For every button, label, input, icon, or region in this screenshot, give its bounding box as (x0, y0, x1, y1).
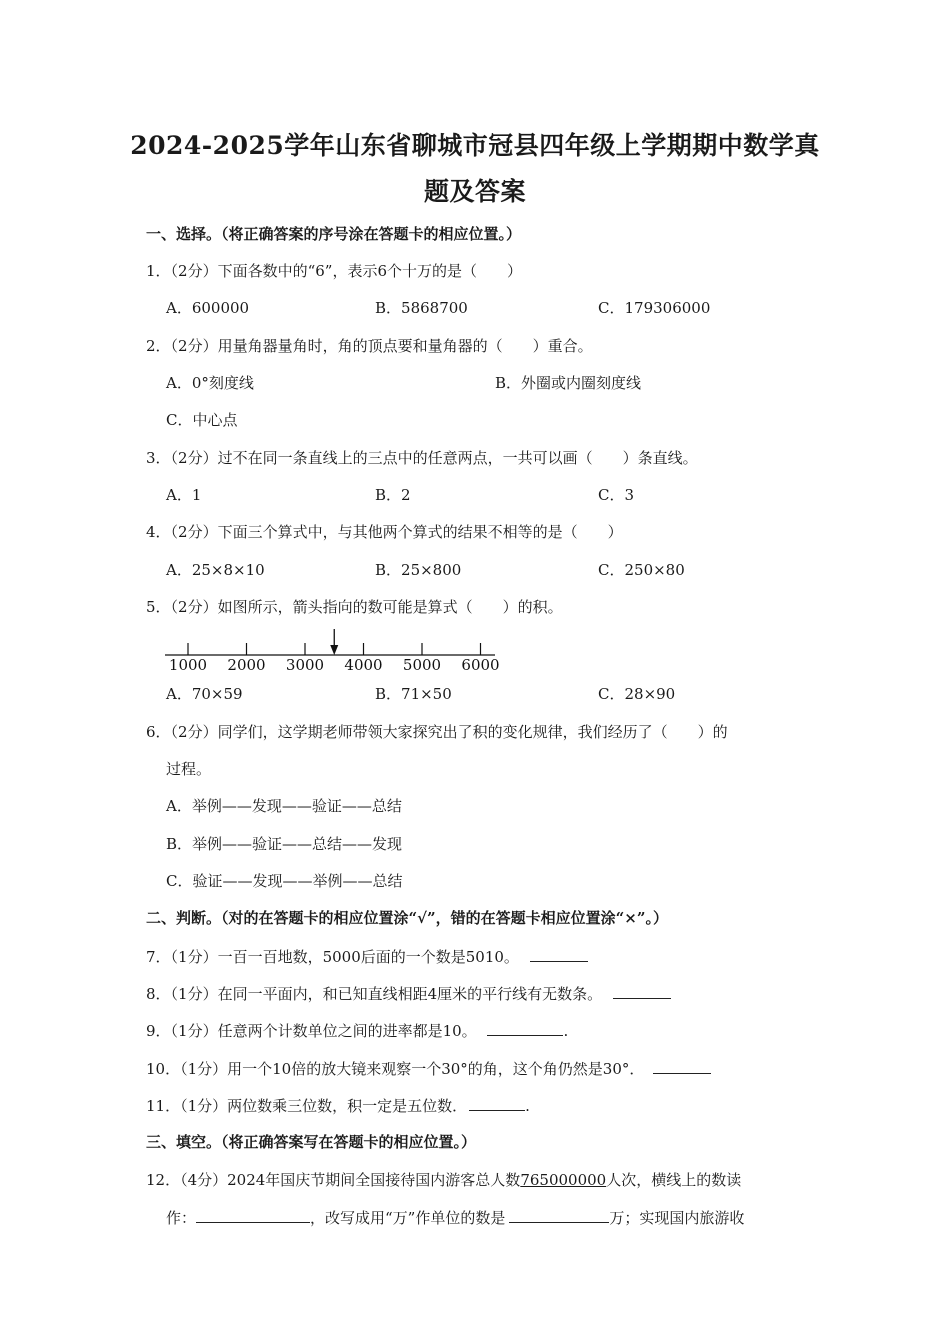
question-12-line-2 (166, 1207, 744, 1228)
page-title-line-2: 题及答案 (423, 177, 526, 206)
question-8 (146, 983, 671, 1004)
question-12-text-pre: 12．（4分）2024年国庆节期间全国接待国内游客总人数 (146, 1171, 521, 1189)
number-line-label: 1000 (168, 656, 208, 674)
question-2-option-a: A．0°刻度线 (166, 374, 254, 392)
answer-blank[interactable] (530, 946, 588, 962)
question-8-text: 8．（1分）在同一平面内，和已知直线相距4厘米的平行线有无数条。 (146, 985, 603, 1003)
question-2-option-c: C．中心点 (166, 411, 238, 429)
question-5-text: 5．（2分）如图所示，箭头指向的数可能是算式（ ）的积。 (146, 598, 563, 616)
question-4-option-a: A．25×8×10 (166, 561, 265, 579)
question-9-text: 9．（1分）任意两个计数单位之间的进率都是10。 (146, 1022, 477, 1040)
question-12-text-income: 万；实现国内旅游收 (609, 1209, 745, 1227)
question-6-option-b: B．举例——验证——总结——发现 (166, 835, 403, 853)
question-10-text: 10．（1分）用一个10倍的放大镜来观察一个30°的角，这个角仍然是30°． (146, 1060, 645, 1078)
underlined-number: 765000000 (520, 1171, 607, 1189)
question-1-text: 1．（2分）下面各数中的“6”，表示6个十万的是（ ） (146, 262, 523, 280)
question-7 (146, 946, 588, 967)
number-line-label: 5000 (402, 656, 442, 674)
number-line-label: 4000 (344, 656, 383, 674)
question-5-option-a: A．70×59 (166, 685, 243, 703)
section-heading-fill-in: 三、填空。（将正确答案写在答题卡的相应位置。） (146, 1133, 477, 1151)
question-3-option-b: B．2 (375, 486, 411, 504)
number-line-figure (160, 625, 505, 680)
question-4-option-c: C．250×80 (598, 561, 685, 579)
question-6-option-a: A．举例——发现——验证——总结 (166, 797, 402, 815)
question-11 (146, 1095, 530, 1116)
section-heading-judgement: 二、判断。（对的在答题卡的相应位置涂“√”，错的在答题卡相应位置涂“×”。） (146, 909, 668, 927)
question-2-text: 2．（2分）用量角器量角时，角的顶点要和量角器的（ ）重合。 (146, 337, 593, 355)
question-6-option-c: C．验证——发现——举例——总结 (166, 872, 403, 890)
question-12-text-read: 作： (166, 1209, 197, 1227)
question-4-text: 4．（2分）下面三个算式中，与其他两个算式的结果不相等的是（ ） (146, 523, 623, 541)
question-3-option-a: A．1 (166, 486, 202, 504)
number-line-label: 6000 (461, 656, 500, 674)
page-title-line-1: 2024-2025学年山东省聊城市冠县四年级上学期期中数学真 (130, 131, 820, 160)
question-1-option-a: A．600000 (166, 299, 250, 317)
question-2-option-b: B．外圈或内圈刻度线 (495, 374, 642, 392)
answer-blank-reading[interactable] (196, 1207, 310, 1223)
answer-blank[interactable] (487, 1020, 563, 1036)
question-3-option-c: C．3 (598, 486, 635, 504)
number-line-label: 2000 (227, 656, 266, 674)
question-1-option-b: B．5868700 (375, 299, 468, 317)
question-12-line-1 (146, 1170, 741, 1190)
answer-blank[interactable] (613, 983, 671, 999)
question-5-option-c: C．28×90 (598, 685, 676, 703)
number-line-label: 3000 (285, 656, 325, 674)
answer-blank[interactable] (653, 1058, 711, 1074)
down-arrow-icon (330, 645, 338, 655)
answer-blank-wan[interactable] (509, 1207, 609, 1223)
question-5-option-b: B．71×50 (375, 685, 452, 703)
question-12-text-post: 人次，横线上的数读 (606, 1171, 742, 1189)
question-10 (146, 1058, 711, 1079)
question-12-text-rewrite: ，改写成用“万”作单位的数是 (310, 1209, 506, 1227)
question-6-text-line-2: 过程。 (166, 760, 212, 778)
answer-blank[interactable] (469, 1095, 525, 1111)
question-1-option-c: C．179306000 (598, 299, 711, 317)
question-11-text: 11．（1分）两位数乘三位数，积一定是五位数． (146, 1097, 468, 1115)
section-heading-choice: 一、选择。（将正确答案的序号涂在答题卡的相应位置。） (146, 225, 522, 243)
question-6-text-line-1: 6．（2分）同学们，这学期老师带领大家探究出了积的变化规律，我们经历了（ ）的 (146, 723, 728, 741)
question-4-option-b: B．25×800 (375, 561, 462, 579)
question-7-text: 7．（1分）一百一百地数，5000后面的一个数是5010。 (146, 948, 519, 966)
question-9 (146, 1020, 568, 1041)
question-3-text: 3．（2分）过不在同一条直线上的三点中的任意两点，一共可以画（ ）条直线。 (146, 449, 698, 467)
question-11-period: . (525, 1097, 530, 1115)
question-9-period: . (563, 1022, 569, 1040)
